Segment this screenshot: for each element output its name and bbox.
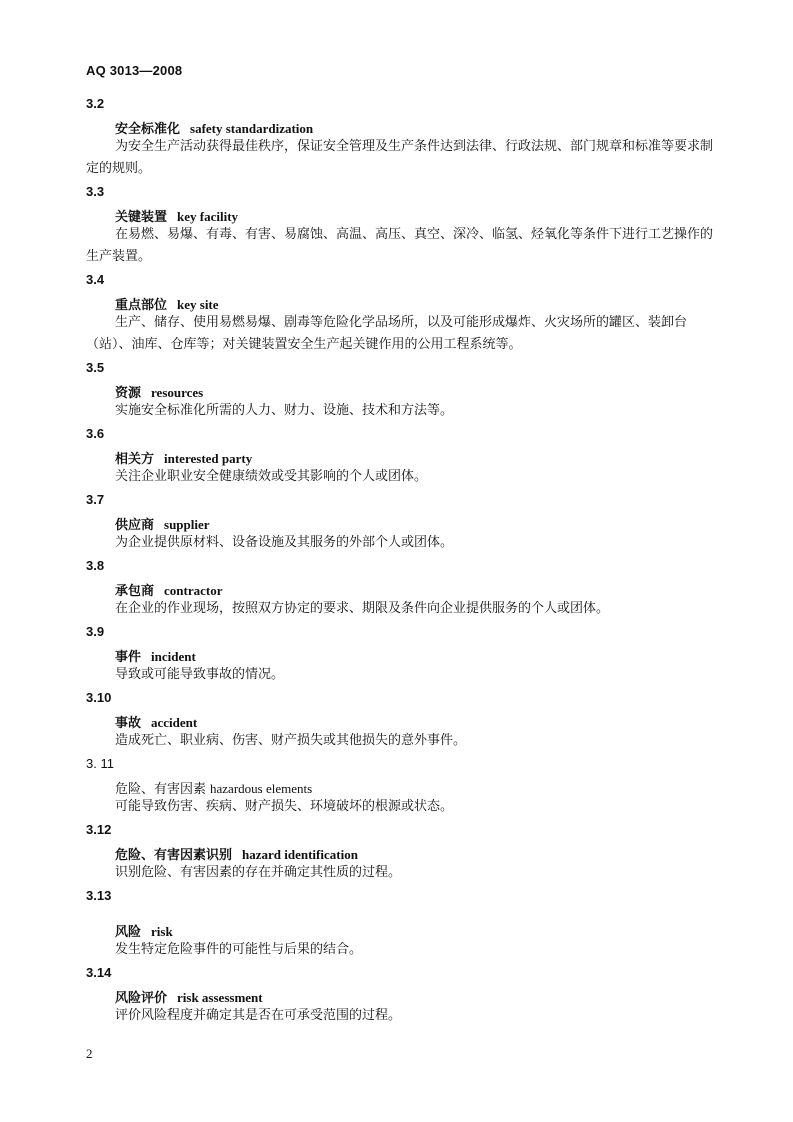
term-zh: 关键装置 — [115, 210, 168, 225]
term-zh: 承包商 — [115, 584, 155, 599]
term-heading — [115, 778, 312, 797]
term-heading — [115, 580, 222, 599]
term-heading — [115, 921, 173, 940]
term-zh: 安全标准化 — [115, 122, 181, 137]
term-en: supplier — [164, 517, 210, 532]
term-definition: 关注企业职业安全健康绩效或受其影响的个人或团体。 — [115, 469, 428, 484]
term-en: hazard identification — [242, 847, 358, 862]
document-code-header: AQ 3013—2008 — [86, 63, 183, 78]
page-number: 2 — [86, 1046, 93, 1061]
term-definition: 发生特定危险事件的可能性与后果的结合。 — [115, 942, 363, 957]
term-zh: 供应商 — [115, 518, 155, 533]
clause-number: 3.13 — [86, 888, 112, 903]
term-definition: 生产、储存、使用易燃易爆、剧毒等危险化学品场所，以及可能形成爆炸、火灾场所的罐区、装卸台（站）、油库、仓库等；对关键装置安全生产起关键作用的公用工程系统等。 — [86, 315, 688, 352]
term-en: accident — [151, 715, 198, 730]
term-en: contractor — [164, 583, 223, 598]
term-zh: 事件 — [115, 650, 142, 665]
clause-number: 3.5 — [86, 360, 105, 375]
term-en: incident — [151, 649, 196, 664]
term-heading — [115, 448, 252, 467]
term-definition: 在企业的作业现场，按照双方协定的要求、期限及条件向企业提供服务的个人或团体。 — [115, 601, 610, 616]
clause-number: 3.12 — [86, 822, 112, 837]
clause-number: 3.3 — [86, 184, 105, 199]
term-definition: 为安全生产活动获得最佳秩序，保证安全管理及生产条件达到法律、行政法规、部门规章和标准等要求制定的规则。 — [86, 139, 714, 176]
term-definition: 可能导致伤害、疾病、财产损失、环境破坏的根源或状态。 — [115, 799, 454, 814]
clause-number: 3.4 — [86, 272, 105, 287]
term-definition: 评价风险程度并确定其是否在可承受范围的过程。 — [115, 1008, 402, 1023]
clause-number: 3.10 — [86, 690, 112, 705]
term-zh: 事故 — [115, 716, 142, 731]
term-definition: 为企业提供原材料、设备设施及其服务的外部个人或团体。 — [115, 535, 454, 550]
term-heading — [115, 844, 358, 863]
term-definition: 识别危险、有害因素的存在并确定其性质的过程。 — [115, 865, 402, 880]
term-zh: 危险、有害因素 — [115, 782, 207, 797]
clause-number: 3. 11 — [86, 756, 114, 771]
term-zh: 资源 — [115, 386, 142, 401]
term-zh: 危险、有害因素识别 — [115, 848, 233, 863]
term-heading — [115, 118, 313, 137]
term-heading — [115, 987, 263, 1006]
term-heading — [115, 514, 210, 533]
term-heading — [115, 382, 203, 401]
clause-number: 3.2 — [86, 96, 105, 111]
term-zh: 重点部位 — [115, 298, 168, 313]
term-en: safety standardization — [190, 121, 314, 136]
term-en: key site — [177, 297, 219, 312]
clause-number: 3.8 — [86, 558, 105, 573]
term-definition: 导致或可能导致事故的情况。 — [115, 667, 285, 682]
term-definition: 实施安全标准化所需的人力、财力、设施、技术和方法等。 — [115, 403, 454, 418]
term-definition: 在易燃、易爆、有毒、有害、易腐蚀、高温、高压、真空、深冷、临氢、烃氧化等条件下进行工艺操作的生产装置。 — [86, 227, 714, 264]
term-en: resources — [151, 385, 204, 400]
clause-number: 3.7 — [86, 492, 105, 507]
term-zh: 相关方 — [115, 452, 155, 467]
term-en: hazardous elements — [210, 781, 313, 796]
term-heading — [115, 646, 196, 665]
term-en: interested party — [164, 451, 253, 466]
term-zh: 风险 — [115, 925, 142, 940]
term-heading — [115, 712, 197, 731]
term-heading — [115, 294, 219, 313]
clause-number: 3.9 — [86, 624, 105, 639]
term-zh: 风险评价 — [115, 991, 168, 1006]
term-en: key facility — [177, 209, 239, 224]
term-en: risk — [151, 924, 173, 939]
clause-number: 3.6 — [86, 426, 105, 441]
term-definition: 造成死亡、职业病、伤害、财产损失或其他损失的意外事件。 — [115, 733, 467, 748]
clause-number: 3.14 — [86, 965, 112, 980]
term-en: risk assessment — [177, 990, 263, 1005]
term-heading — [115, 206, 238, 225]
